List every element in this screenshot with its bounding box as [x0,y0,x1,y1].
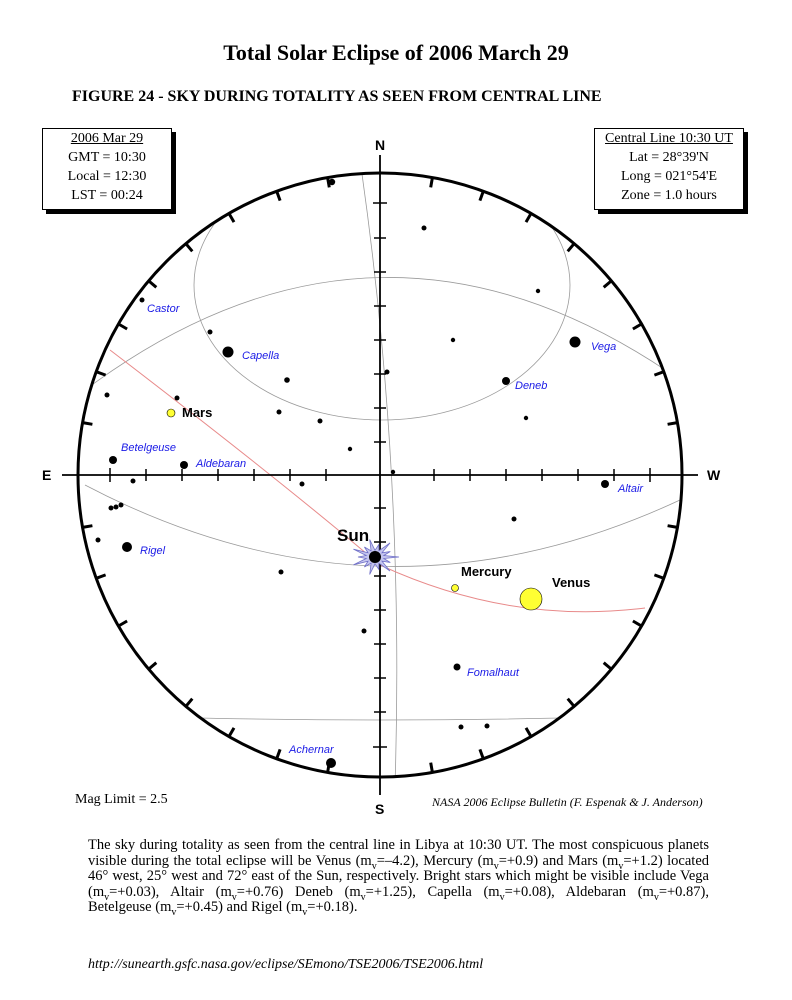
star [348,447,352,451]
caption-sub: v [493,860,499,872]
azimuth-tick [96,372,105,375]
planet-label-mercury: Mercury [461,564,512,579]
azimuth-tick [654,372,663,375]
credit-line: NASA 2006 Eclipse Bulletin (F. Espenak & J. Anderson) [432,795,703,809]
caption-text: =+0.76) Deneb (m [236,883,361,900]
eclipsed-sun [337,526,399,575]
azimuth-tick [604,663,612,669]
star-dot-vega [570,337,581,348]
azimuth-tick [229,214,234,223]
azimuth-tick [83,423,93,425]
star [114,505,119,510]
star-label-deneb: Deneb [515,380,548,392]
caption-sub: v [371,860,377,872]
star-dot-rigel [122,542,132,552]
azimuth-tick [119,324,128,329]
star [300,482,305,487]
azimuth-tick [229,728,234,737]
caption-sub: v [618,860,624,872]
caption-text: =–4.2), Mercury (m [376,852,494,869]
star-labels [121,303,644,756]
east-label: E [42,467,52,483]
star-dot-deneb [502,377,510,385]
azimuth-tick [604,281,612,287]
azimuth-tick [277,749,280,758]
star [279,570,284,575]
star [105,393,110,398]
star [131,479,136,484]
star [391,470,395,474]
caption-sub: v [171,907,177,919]
star-label-capella: Capella [242,350,280,362]
north-label: N [375,137,386,153]
star-dot-aldebaran [180,461,188,469]
star [277,410,282,415]
star-dot-fomalhaut [454,664,461,671]
declination-circle [194,150,570,420]
caption-sub: v [302,907,308,919]
lst-line: LST = 00:24 [71,188,143,203]
caption-text: =+0.08), Aldebaran (m [504,883,654,900]
azimuth-tick [526,214,531,223]
star-label-aldebaran: Aldebaran [196,458,247,470]
star [96,538,101,543]
azimuth-tick [668,423,678,425]
planet-mars [167,409,175,417]
azimuth-tick [480,749,483,758]
local-time-line: Local = 12:30 [67,169,147,184]
azimuth-tick [149,281,157,287]
star [140,298,145,303]
source-url: http://sunearth.gsfc.nasa.gov/eclipse/SEmono/TSE2006/TSE2006.html [88,957,484,972]
star-label-castor: Castor [147,303,180,315]
star [536,289,540,293]
star-dot-capella [223,347,234,358]
star-label-fomalhaut: Fomalhaut [467,667,519,679]
star [208,330,213,335]
azimuth-tick [96,575,105,578]
caption-sub: v [360,891,366,903]
central-line-header: Central Line 10:30 UT [605,131,733,146]
azimuth-tick [568,244,574,252]
longitude-line: Long = 021°54'E [620,169,718,184]
azimuth-tick [277,191,280,200]
star [318,419,323,424]
star [119,503,124,508]
south-label: S [375,801,385,817]
star [459,725,464,730]
caption-sub: v [653,891,659,903]
azimuth-tick [83,526,93,528]
figure-subtitle: FIGURE 24 - SKY DURING TOTALITY AS SEEN FROM CENTRAL LINE [72,88,602,105]
caption-text: =+0.45) and Rigel (m [176,899,303,916]
azimuth-tick [526,728,531,737]
star [329,179,335,185]
caption-text: =+1.2) located 46° west, 25° west and 72° east of the Sun, respectively. Bright stars which might be visible include Vega (m [88,852,710,900]
star-label-vega: Vega [591,341,617,353]
azimuth-tick [480,191,483,200]
figure-caption [88,837,710,919]
planet-label-venus: Venus [552,575,591,590]
star [362,629,367,634]
star-label-rigel: Rigel [140,545,166,557]
planet-label-mars: Mars [182,405,213,420]
caption-text: =+1.25), Capella (m [365,883,500,900]
star-dot-betelgeuse [109,456,117,464]
caption-text: =+0.18). [307,899,358,916]
magnitude-limit: Mag Limit = 2.5 [75,792,168,807]
caption-sub: v [499,891,505,903]
page-title: Total Solar Eclipse of 2006 March 29 [223,40,569,65]
azimuth-tick [568,699,574,707]
azimuth-tick [119,621,128,626]
caption-sub: v [104,891,110,903]
gmt-line: GMT = 10:30 [68,150,146,165]
star [512,517,517,522]
star [524,416,528,420]
star [385,370,390,375]
planet-mercury [452,585,459,592]
star-label-altair: Altair [618,483,644,495]
star [485,724,490,729]
azimuth-tick [654,575,663,578]
caption-text: =+0.87), Betelgeuse (m [88,883,710,916]
star-dot-achernar [326,758,336,768]
caption-text: =+0.9) and Mars (m [498,852,619,869]
planet-venus [520,588,542,610]
star-label-achernar: Achernar [289,744,334,756]
star [451,338,455,342]
azimuth-tick [431,763,433,773]
star [284,377,290,383]
azimuth-tick [633,324,642,329]
star [422,226,427,231]
ecliptic-line [110,350,645,612]
west-label: W [707,467,721,483]
sun-label: Sun [337,526,370,545]
star [175,396,180,401]
moon-disk [369,551,381,563]
latitude-line: Lat = 28°39'N [629,150,709,165]
azimuth-tick [431,178,433,188]
azimuth-tick [186,244,192,252]
star-dot-altair [601,480,609,488]
azimuth-tick [186,699,192,707]
zone-line: Zone = 1.0 hours [621,188,717,203]
azimuth-tick [668,526,678,528]
caption-text: The sky during totality as seen from the central line in Libya at 10:30 UT. The most conspicuous planets visible during the total eclipse will be Venus (m [88,837,709,869]
star-label-betelgeuse: Betelgeuse [121,442,177,454]
caption-text: =+0.03), Altair (m [109,883,232,900]
azimuth-tick [149,663,157,669]
azimuth-tick [633,621,642,626]
date-line: 2006 Mar 29 [70,131,144,146]
background-stars [96,179,541,730]
declination-arc-north [85,277,680,390]
caption-sub: v [231,891,237,903]
star [109,506,114,511]
